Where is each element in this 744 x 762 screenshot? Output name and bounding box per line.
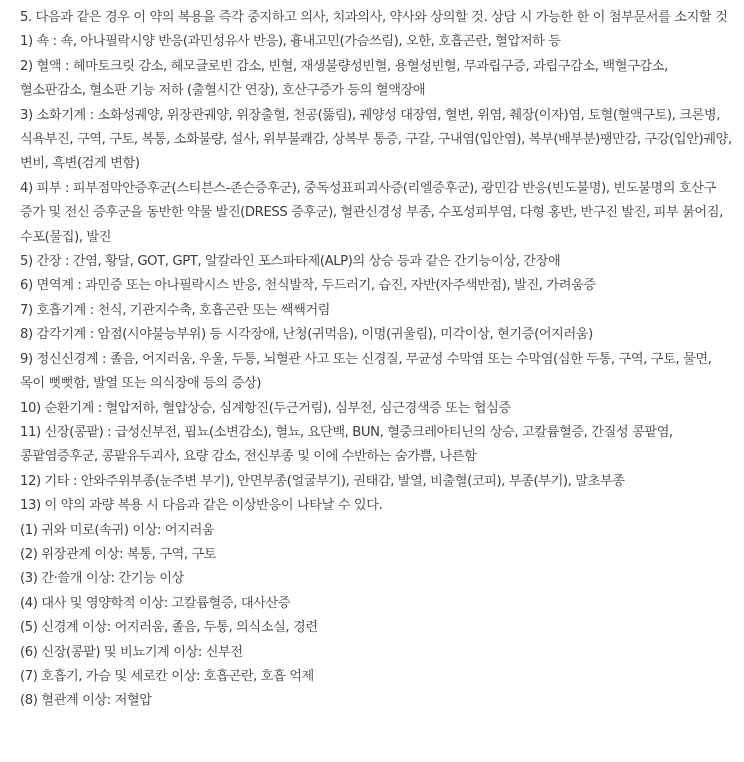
item-respiratory: 7) 호흡기계 : 천식, 기관지수축, 호흡곤란 또는 쌕쌕거림 [20,302,331,318]
item-shock: 1) 쇽 : 쇽, 아나필락시양 반응(과민성유사 반응), 흉내고민(가슴쓰림), 오한, 호흡곤란, 혈압저하 등 [20,34,561,50]
item-blood: 2) 혈액 : 헤마토크릿 감소, 헤모글로빈 감소, 빈혈, 재생불량성빈혈, 용혈성빈혈, 무과립구증, 과립구감소, 백혈구감소, 혈소판감소, 혈소판 기능 저하 (출혈시간 연장), 호산구증가 등의 혈액장애 [20,58,668,99]
item-sensory: 8) 감각기계 : 암점(시야불능부위) 등 시각장애, 난청(귀먹음), 이명(귀울림), 미각이상, 현기증(어지러움) [20,327,593,343]
item-kidney: 11) 신장(콩팥) : 급성신부전, 핍뇨(소변감소), 혈뇨, 요단백, BUN, 혈중크레아티닌의 상승, 고칼륨혈증, 간질성 콩팥염, 콩팥염증후군, 콩팥유두괴사, 요량 감소, 전신부종 및 이에 수반하는 숨가쁨, 나른함 [20,424,673,465]
item-immune: 6) 면역계 : 과민증 또는 아나필락시스 반응, 천식발작, 두드러기, 습진, 자반(자주색반점), 발진, 가려움증 [20,278,596,294]
item-overdose: 13) 이 약의 과량 복용 시 다음과 같은 이상반응이 나타날 수 있다. [20,498,383,514]
item-other: 12) 기타 : 안와주위부종(눈주변 부기), 안면부종(얼굴부기), 권태감, 발열, 비출혈(코피), 부종(부기), 말초부종 [20,473,625,489]
item-circulatory: 10) 순환기계 : 혈압저하, 혈압상승, 심계항진(두근거림), 심부전, 심근경색증 또는 협심증 [20,400,511,416]
item-digestive: 3) 소화기계 : 소화성궤양, 위장관궤양, 위장출혈, 천공(뚫림), 궤양성 대장염, 혈변, 위염, 췌장(이자)염, 토혈(혈액구토), 크론병, 식욕부진, 구역, 구토, 복통, 소화불량, 설사, 위부불쾌감, 상복부 통증, 구갈, 구내염(입안염), 복부(배부분)팽만감, 구강(입안)궤양, 변비, 흑변(검게 변함) [20,107,732,172]
overdose-metabolic: (4) 대사 및 영양학적 이상: 고칼륨혈증, 대사산증 [20,595,291,611]
overdose-gastro: (2) 위장관계 이상: 복통, 구역, 구토 [20,546,217,562]
overdose-nervous: (5) 신경계 이상: 어지러움, 졸음, 두통, 의식소실, 경련 [20,620,318,636]
overdose-ear: (1) 귀와 미로(속귀) 이상: 어지러움 [20,522,215,538]
overdose-vascular: (8) 혈관계 이상: 저혈압 [20,693,152,709]
item-liver: 5) 간장 : 간염, 황달, GOT, GPT, 알칼라인 포스파타제(ALP)의 상승 등과 같은 간기능이상, 간장애 [20,254,561,270]
overdose-liver: (3) 간·쓸개 이상: 간기능 이상 [20,571,184,587]
overdose-kidney: (6) 신장(콩팥) 및 비뇨기계 이상: 신부전 [20,644,243,660]
item-neuropsychiatric: 9) 정신신경계 : 졸음, 어지러움, 우울, 두통, 뇌혈관 사고 또는 신경질, 무균성 수막염 또는 수막염(심한 두통, 구역, 구토, 물면, 목이 뻣뻣함, 발열 또는 의식장애 등의 증상) [20,351,712,392]
overdose-respiratory: (7) 호흡기, 가슴 및 세로칸 이상: 호흡곤란, 호흡 억제 [20,668,314,684]
section-heading: 5. 다음과 같은 경우 이 약의 복용을 즉각 중지하고 의사, 치과의사, 약사와 상의할 것. 상담 시 가능한 한 이 첨부문서를 소지할 것 [20,10,728,25]
item-skin: 4) 피부 : 피부점막안증후군(스티븐스-존슨증후군), 중독성표피괴사증(리엘증후군), 광민감 반응(빈도불명), 빈도불명의 호산구 증가 및 전신 증후군을 동반한 약물 발진(DRESS 증후군), 혈관신경성 부종, 수포성피부염, 다형 홍반, 반구진 발진, 피부 붉어짐, 수포(물집), 발진 [20,180,723,245]
